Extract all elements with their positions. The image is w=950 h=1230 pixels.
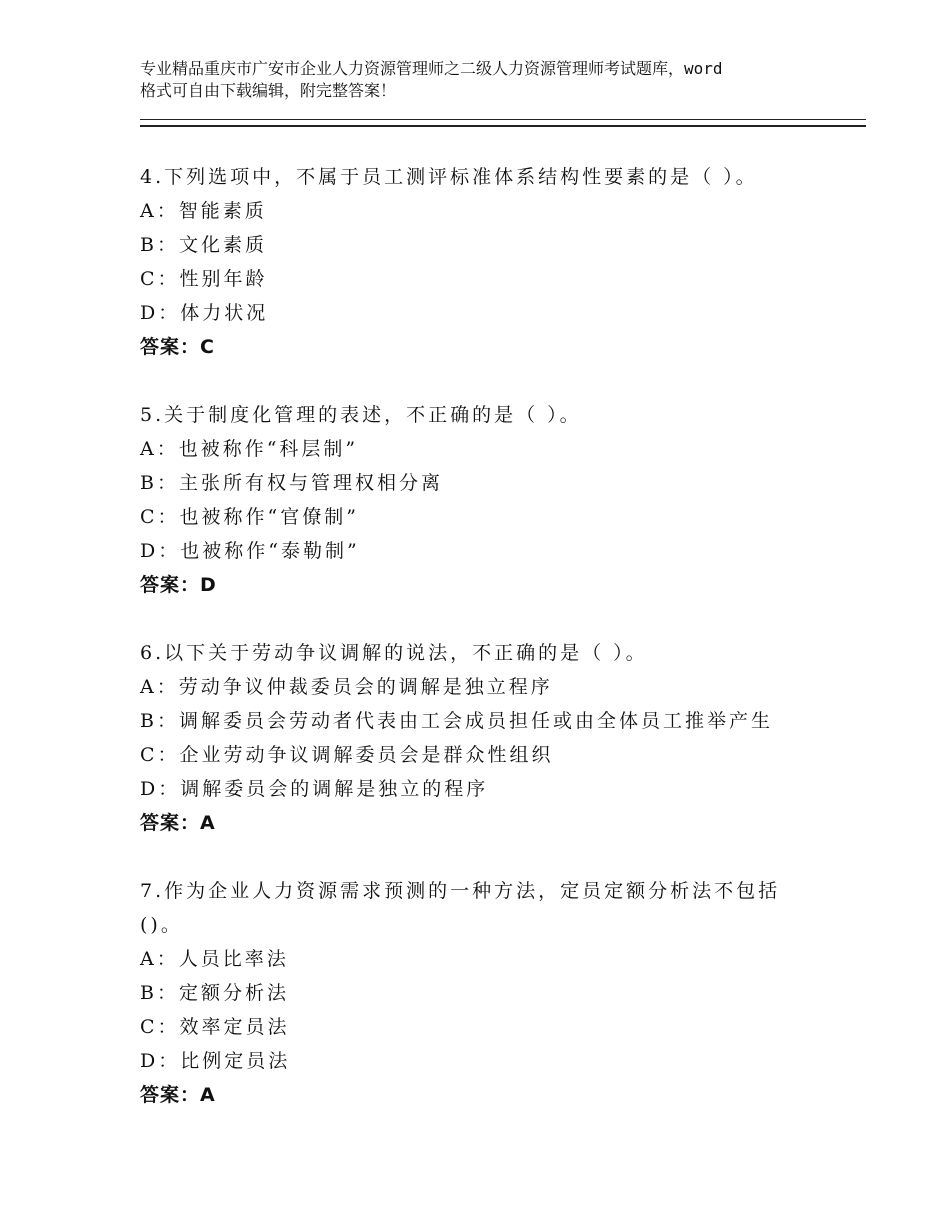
header-divider	[140, 119, 866, 127]
answer: 答案：A	[140, 1084, 216, 1106]
question-6	[140, 636, 820, 840]
option-d: D：比例定员法	[140, 1050, 291, 1072]
option-c: C：效率定员法	[140, 1016, 290, 1038]
header-line-2: 格式可自由下载编辑，附完整答案！	[140, 81, 397, 100]
option-b: B：文化素质	[140, 234, 267, 256]
question-stem: 7.作为企业人力资源需求预测的一种方法，定员定额分析法不包括	[140, 880, 781, 902]
option-b: B：主张所有权与管理权相分离	[140, 472, 443, 494]
header-line-1: 专业精品重庆市广安市企业人力资源管理师之二级人力资源管理师考试题库，word	[140, 59, 723, 78]
option-a: A：智能素质	[140, 200, 267, 222]
document-header	[140, 58, 830, 102]
question-4	[140, 160, 820, 364]
question-7	[140, 874, 820, 1112]
question-stem: 5.关于制度化管理的表述，不正确的是（ ）。	[140, 404, 582, 426]
question-5	[140, 398, 820, 602]
question-stem-continued: ()。	[140, 914, 183, 936]
answer: 答案：A	[140, 812, 216, 834]
option-d: D：也被称作“泰勒制”	[140, 540, 360, 562]
question-stem: 6.以下关于劳动争议调解的说法，不正确的是（ ）。	[140, 642, 648, 664]
option-a: A：劳动争议仲裁委员会的调解是独立程序	[140, 676, 553, 698]
option-c: C：性别年龄	[140, 268, 268, 290]
option-a: A：人员比率法	[140, 948, 289, 970]
answer: 答案：D	[140, 574, 217, 596]
option-c: C：也被称作“官僚制”	[140, 506, 359, 528]
question-list	[140, 160, 820, 1146]
question-stem: 4.下列选项中，不属于员工测评标准体系结构性要素的是（ ）。	[140, 166, 758, 188]
option-d: D：调解委员会的调解是独立的程序	[140, 778, 489, 800]
option-c: C：企业劳动争议调解委员会是群众性组织	[140, 744, 554, 766]
option-b: B：调解委员会劳动者代表由工会成员担任或由全体员工推举产生	[140, 710, 773, 732]
option-a: A：也被称作“科层制”	[140, 438, 359, 460]
option-b: B：定额分析法	[140, 982, 289, 1004]
answer: 答案：C	[140, 336, 215, 358]
option-d: D：体力状况	[140, 302, 269, 324]
